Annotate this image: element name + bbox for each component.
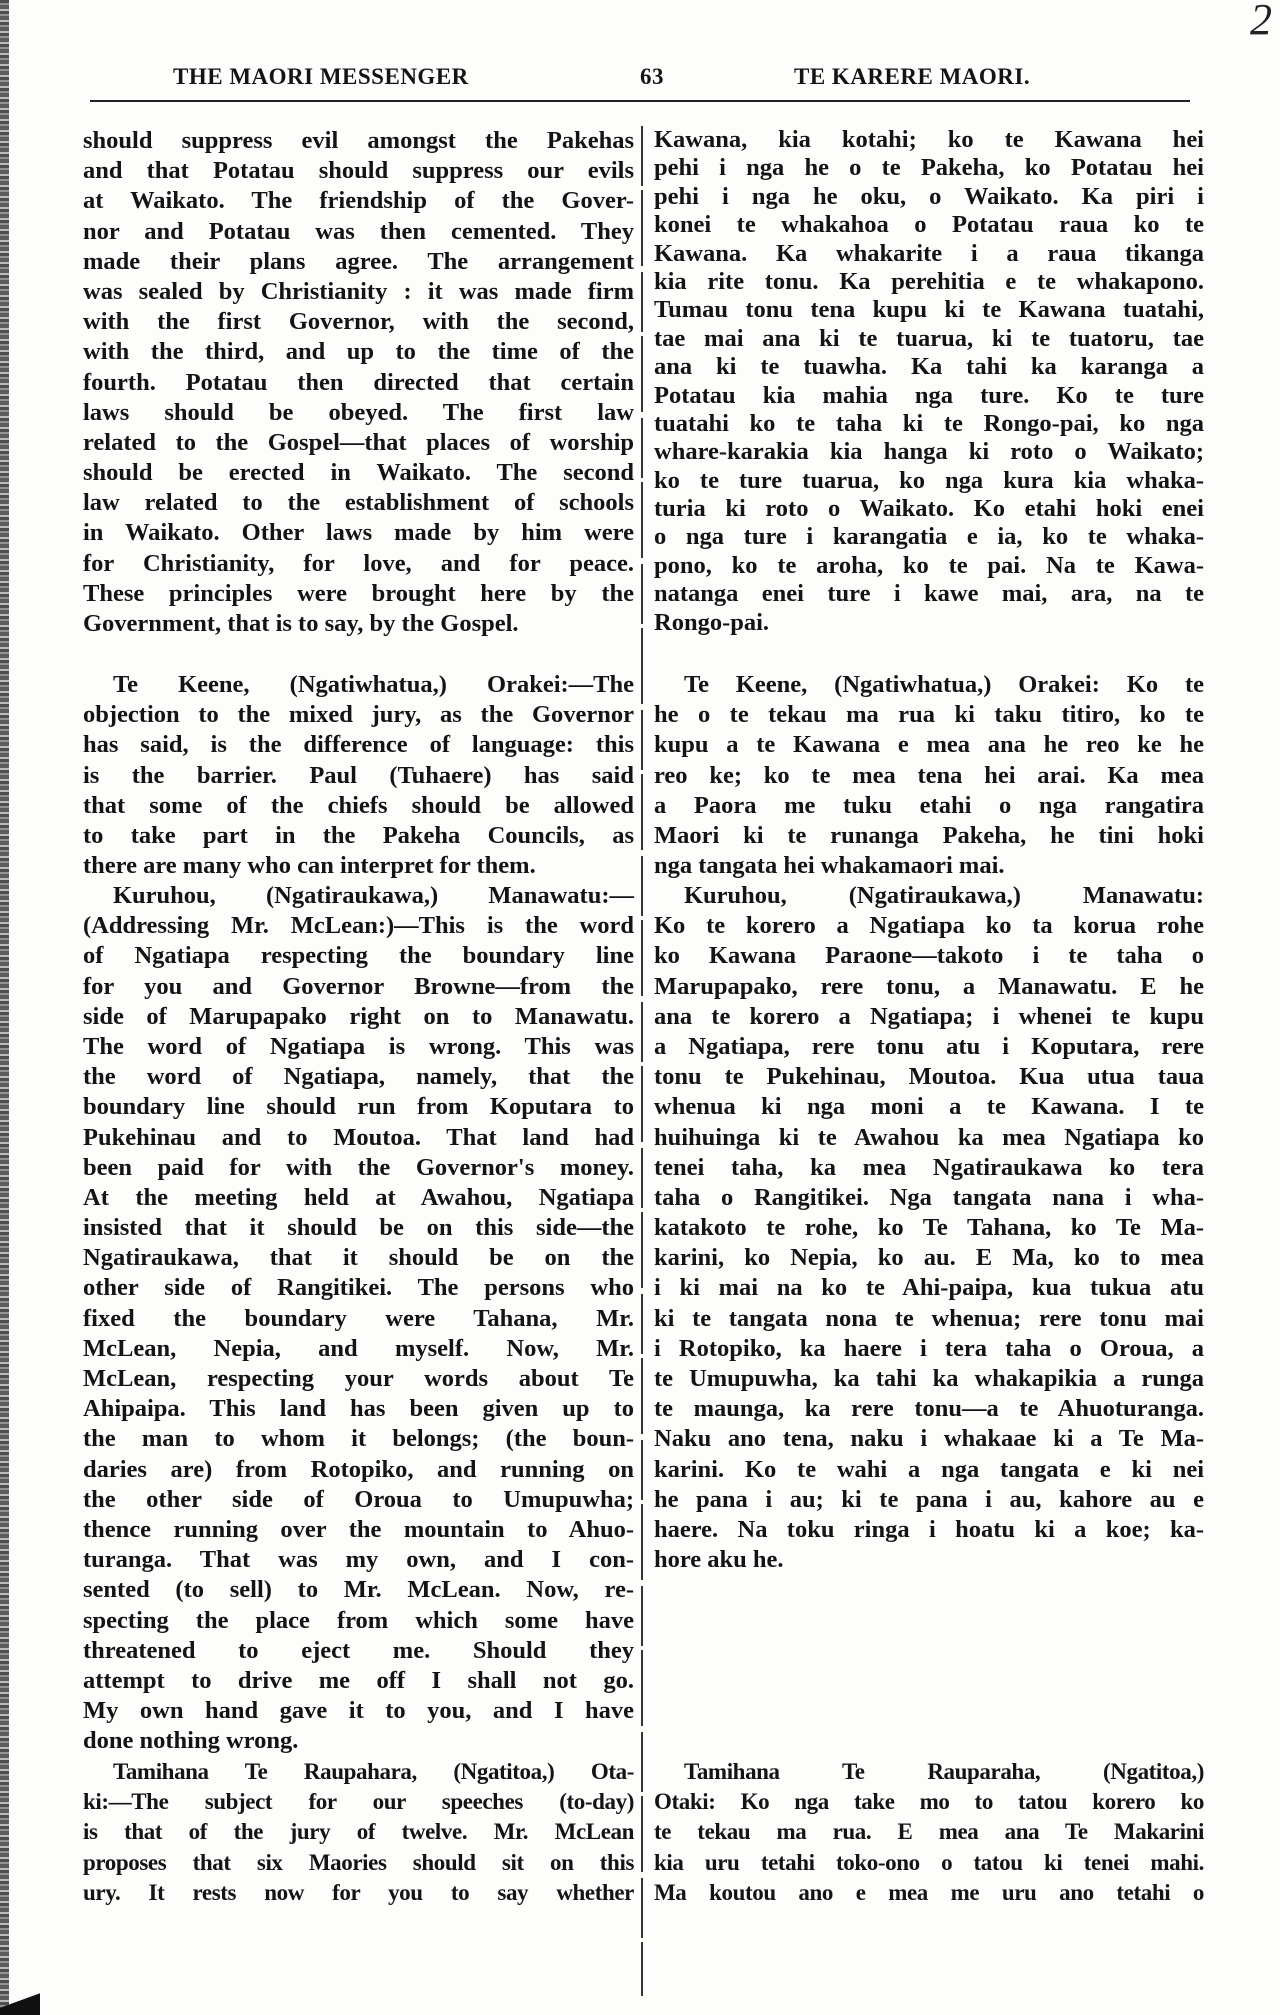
text-line: ana ki te tuawha. Ka tahi ka karanga a <box>654 353 1204 381</box>
text-line: attempt to drive me off I shall not go. <box>83 1666 634 1694</box>
text-line: there are many who can interpret for them. <box>83 852 536 880</box>
text-line: related to the Gospel—that places of worship <box>83 428 634 456</box>
header-rule <box>90 100 1190 102</box>
text-line: boundary line should run from Koputara to <box>83 1093 634 1121</box>
text-line: Tamihana Te Rauparaha, (Ngatitoa,) <box>684 1759 1204 1784</box>
text-line: and that Potatau should suppress our evils <box>83 157 634 185</box>
text-line: the word of Ngatiapa, namely, that the <box>83 1063 634 1091</box>
text-line: fourth. Potatau then directed that certain <box>83 368 634 396</box>
english-paragraph-potatau-laws <box>83 126 634 639</box>
text-line: Kawana. Ka whakarite i a raua tikanga <box>654 239 1204 267</box>
column-divider-rule <box>641 126 643 1996</box>
text-line: for you and Governor Browne—from the <box>83 972 634 1000</box>
text-line: hore aku he. <box>654 1546 784 1574</box>
text-line: whenua ki nga moni a te Kawana. I te <box>654 1093 1204 1121</box>
text-line: konei te whakahoa o Potatau raua ko te <box>654 211 1204 239</box>
text-line: pehi i nga he o te Pakeha, ko Potatau hei <box>654 154 1204 182</box>
text-line: should suppress evil amongst the Pakehas <box>83 127 634 154</box>
text-line: in Waikato. Other laws made by him were <box>83 519 634 547</box>
text-line: tuatahi ko te taha ki te Rongo-pai, ko nga <box>654 409 1204 437</box>
text-line: Pukehinau and to Moutoa. That land had <box>83 1123 634 1151</box>
text-line: objection to the mixed jury, as the Governor <box>83 701 634 729</box>
text-line: Kuruhou, (Ngatiraukawa,) Manawatu: <box>684 882 1204 909</box>
page-number: 63 <box>640 64 664 89</box>
text-line: Ma koutou ano e mea me uru ano tetahi o <box>654 1879 1204 1905</box>
text-line: laws should be obeyed. The first law <box>83 398 634 426</box>
maori-paragraph-potatau-laws <box>654 126 1204 637</box>
text-line: Rongo-pai. <box>654 608 770 636</box>
text-line: Potatau kia mahia nga ture. Ko te ture <box>654 381 1204 409</box>
text-line: Maori ki te runanga Pakeha, he tini hoki <box>654 821 1204 849</box>
text-line: pehi i nga he oku, o Waikato. Ka piri i <box>654 182 1204 210</box>
text-line: Te Keene, (Ngatiwhatua,) Orakei:—The <box>113 671 634 698</box>
text-line: specting the place from which some have <box>83 1606 634 1634</box>
maori-paragraph-tamihana <box>654 1757 1204 1908</box>
text-line: a Paora me tuku etahi o nga rangatira <box>654 791 1204 819</box>
text-line: Tumau tonu tena kupu ki te Kawana tuatahi, <box>654 296 1204 324</box>
text-line: karini. Ko te wahi a nga tangata e ki nei <box>654 1455 1204 1483</box>
text-line: Tamihana Te Raupahara, (Ngatitoa,) Ota- <box>113 1759 634 1784</box>
text-line: is the barrier. Paul (Tuhaere) has said <box>83 761 634 789</box>
text-line: taha o Rangitikei. Nga tangata nana i wha- <box>654 1183 1204 1211</box>
text-line: with the third, and up to the time of the <box>83 338 634 366</box>
maori-paragraph-te-keene <box>654 670 1204 881</box>
maori-paragraph-kuruhou <box>654 881 1204 1575</box>
text-line: he pana i au; ki te pana i au, kahore au e <box>654 1485 1204 1513</box>
text-line: pono, ko te aroha, ko te pai. Na te Kawa- <box>654 551 1204 579</box>
text-line: was sealed by Christianity : it was made firm <box>83 277 634 305</box>
english-paragraph-kuruhou <box>83 881 634 1756</box>
text-line: is that of the jury of twelve. Mr. McLean <box>83 1819 634 1845</box>
text-line: Te Keene, (Ngatiwhatua,) Orakei: Ko te <box>684 671 1204 698</box>
text-line: o nga ture i karangatia e ia, ko te whaka- <box>654 523 1204 551</box>
text-line: proposes that six Maories should sit on this <box>83 1849 634 1875</box>
text-line: nor and Potatau was then cemented. They <box>83 217 634 245</box>
text-line: katakoto te rohe, ko Te Tahana, ko Te Ma- <box>654 1214 1204 1242</box>
text-line: i ki mai na ko te Ahi-paipa, kua tukua atu <box>654 1274 1204 1302</box>
text-line: other side of Rangitikei. The persons who <box>83 1274 634 1302</box>
text-line: i Rotopiko, ka haere i tera taha o Oroua, a <box>654 1334 1204 1362</box>
text-line: to take part in the Pakeha Councils, as <box>83 821 634 849</box>
text-line: ko Kawana Paraone—takoto i te taha o <box>654 942 1204 970</box>
text-line: nga tangata hei whakamaori mai. <box>654 852 1005 880</box>
text-line: turanga. That was my own, and I con- <box>83 1546 634 1574</box>
text-line: karini, ko Nepia, ko au. E Ma, ko to mea <box>654 1244 1204 1272</box>
page-corner-shadow <box>0 1993 40 2015</box>
text-line: that some of the chiefs should be allowed <box>83 791 634 819</box>
text-line: Ahipaipa. This land has been given up to <box>83 1395 634 1423</box>
text-line: McLean, Nepia, and myself. Now, Mr. <box>83 1334 634 1362</box>
text-line: ana te korero a Ngatiapa; i whenei te kupu <box>654 1002 1204 1030</box>
english-paragraph-te-keene <box>83 670 634 881</box>
text-line: threatened to eject me. Should they <box>83 1636 634 1664</box>
text-line: ury. It rests now for you to say whether <box>83 1879 634 1905</box>
text-line: Marupapako, rere tonu, a Manawatu. E he <box>654 972 1204 1000</box>
page-binding-edge <box>0 0 9 2015</box>
text-line: the other side of Oroua to Umupuwha; <box>83 1485 634 1513</box>
text-line: te Umupuwha, ka tahi ka whakapikia a runga <box>654 1365 1204 1392</box>
text-line: huihuinga ki te Awahou ka mea Ngatiapa ko <box>654 1123 1204 1151</box>
text-line: At the meeting held at Awahou, Ngatiapa <box>83 1183 634 1211</box>
text-line: of Ngatiapa respecting the boundary line <box>83 942 634 970</box>
text-line: the man to whom it belongs; (the boun- <box>83 1425 634 1453</box>
text-line: (Addressing Mr. McLean:)—This is the word <box>83 912 634 940</box>
text-line: Naku ano tena, naku i whakaae ki a Te Ma- <box>654 1425 1204 1453</box>
text-line: tenei taha, ka mea Ngatiraukawa ko tera <box>654 1153 1204 1181</box>
text-line: ki:—The subject for our speeches (to-day) <box>83 1789 634 1815</box>
text-line: with the first Governor, with the second, <box>83 308 634 336</box>
text-line: has said, is the difference of language: this <box>83 731 634 759</box>
text-line: sented (to sell) to Mr. McLean. Now, re- <box>83 1576 634 1604</box>
text-line: he o te tekau ma rua ki taku titiro, ko te <box>654 701 1204 729</box>
text-line: ki te tangata nona te whenua; rere tonu mai <box>654 1304 1204 1332</box>
text-line: tonu te Pukehinau, Moutoa. Kua utua taua <box>654 1063 1204 1091</box>
text-line: kia uru tetahi toko-ono o tatou ki tenei mahi. <box>654 1849 1204 1875</box>
text-line: These principles were brought here by the <box>83 579 634 607</box>
header-maori-title: TE KARERE MAORI. <box>794 64 1031 89</box>
text-line: ko te ture tuarua, ko nga kura kia whaka- <box>654 466 1204 494</box>
text-line: Otaki: Ko nga take mo to tatou korero ko <box>654 1789 1204 1815</box>
text-line: done nothing wrong. <box>83 1727 299 1755</box>
text-line: insisted that it should be on this side—the <box>83 1214 634 1242</box>
text-line: kupu a te Kawana e mea ana he reo ke he <box>654 731 1204 759</box>
text-line: Kuruhou, (Ngatiraukawa,) Manawatu:— <box>113 882 634 909</box>
text-line: te tekau ma rua. E mea ana Te Makarini <box>654 1819 1204 1845</box>
text-line: My own hand gave it to you, and I have <box>83 1697 634 1725</box>
text-line: te maunga, ka rere tonu—a te Ahuoturanga. <box>654 1395 1204 1423</box>
text-line: should be erected in Waikato. The second <box>83 459 634 487</box>
text-line: for Christianity, for love, and for peace. <box>83 549 634 577</box>
text-line: natanga enei ture i kawe mai, ara, na te <box>654 580 1204 608</box>
english-paragraph-tamihana <box>83 1757 634 1908</box>
text-line: Government, that is to say, by the Gospel. <box>83 610 519 637</box>
text-line: Ko te korero a Ngatiapa ko ta korua rohe <box>654 912 1204 940</box>
text-line: fixed the boundary were Tahana, Mr. <box>83 1304 634 1332</box>
text-line: made their plans agree. The arrangement <box>83 247 634 275</box>
text-line: tae mai ana ki te tuarua, ki te tuatoru, tae <box>654 324 1204 352</box>
text-line: The word of Ngatiapa is wrong. This was <box>83 1032 634 1060</box>
text-line: side of Marupapako right on to Manawatu. <box>83 1002 634 1030</box>
text-line: law related to the establishment of schools <box>83 489 634 517</box>
text-line: daries are) from Rotopiko, and running on <box>83 1455 634 1483</box>
text-line: a Ngatiapa, rere tonu atu i Koputara, rere <box>654 1032 1204 1060</box>
text-line: Ngatiraukawa, that it should be on the <box>83 1244 634 1272</box>
text-line: been paid for with the Governor's money. <box>83 1153 634 1181</box>
handwritten-page-mark: 2 <box>1250 0 1272 44</box>
header-english-title: THE MAORI MESSENGER <box>173 64 469 89</box>
text-line: Kawana, kia kotahi; ko te Kawana hei <box>654 126 1204 153</box>
text-line: McLean, respecting your words about Te <box>83 1365 634 1392</box>
text-line: at Waikato. The friendship of the Gover- <box>83 187 634 215</box>
text-line: turia ki roto o Waikato. Ko etahi hoki enei <box>654 495 1204 523</box>
text-line: thence running over the mountain to Ahuo- <box>83 1515 634 1543</box>
text-line: whare-karakia kia hanga ki roto o Waikato; <box>654 438 1204 466</box>
text-line: kia rite tonu. Ka perehitia e te whakapono. <box>654 267 1204 295</box>
text-line: reo ke; ko te mea tena hei arai. Ka mea <box>654 761 1204 789</box>
text-line: haere. Na toku ringa i hoatu ki a koe; ka- <box>654 1515 1204 1543</box>
